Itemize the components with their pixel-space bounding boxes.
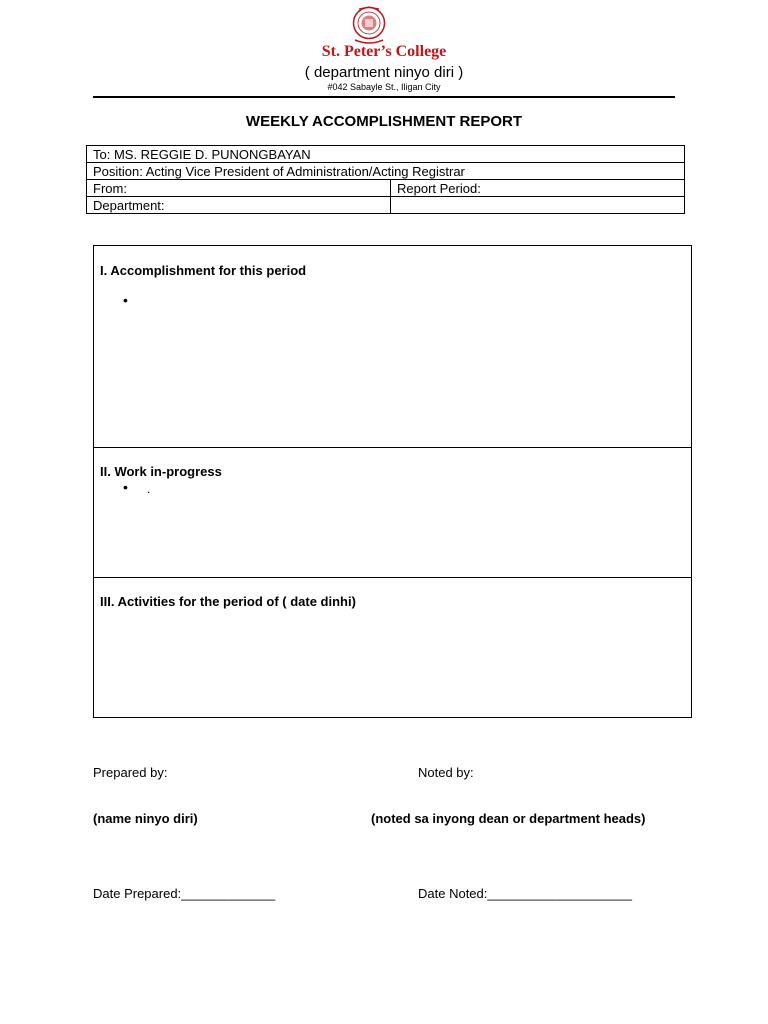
- accomplishment-section: [94, 246, 691, 448]
- to-field: To: MS. REGGIE D. PUNONGBAYAN: [87, 146, 685, 163]
- from-field: From:: [87, 180, 391, 197]
- date-noted-field: Date Noted:____________________: [418, 886, 632, 901]
- accomplishment-heading: I. Accomplishment for this period: [100, 263, 307, 278]
- prepared-by-name: (name ninyo diri): [93, 811, 198, 826]
- report-period-field: Report Period:: [391, 180, 685, 197]
- work-in-progress-heading: II. Work in-progress: [100, 464, 222, 479]
- activities-section: [94, 578, 691, 717]
- bullet-icon: •: [123, 292, 128, 308]
- bullet-icon: •: [123, 479, 128, 495]
- noted-by-label: Noted by:: [418, 765, 474, 780]
- position-row: [87, 163, 685, 180]
- department-field: Department:: [87, 197, 391, 214]
- college-address: #042 Sabayle St., Iligan City: [327, 82, 441, 92]
- department-value-field: [391, 197, 685, 214]
- from-row: [87, 180, 685, 197]
- header-divider: [93, 96, 675, 98]
- in-progress-item: .: [147, 482, 151, 496]
- work-in-progress-section: [94, 448, 691, 578]
- recipient-info-table: [86, 145, 685, 214]
- activities-heading: III. Activities for the period of ( date dinhi): [100, 594, 356, 609]
- noted-by-name: (noted sa inyong dean or department heads): [371, 811, 646, 826]
- college-name: St. Peter’s College: [321, 43, 447, 60]
- report-sections-box: [93, 245, 692, 718]
- college-seal-logo: [352, 6, 386, 46]
- department-row: [87, 197, 685, 214]
- date-prepared-field: Date Prepared:_____________: [93, 886, 276, 901]
- department-placeholder: ( department ninyo diri ): [304, 64, 464, 81]
- report-title: WEEKLY ACCOMPLISHMENT REPORT: [245, 113, 523, 130]
- position-field: Position: Acting Vice President of Administration/Acting Registrar: [87, 163, 685, 180]
- prepared-by-label: Prepared by:: [93, 765, 168, 780]
- to-row: [87, 146, 685, 163]
